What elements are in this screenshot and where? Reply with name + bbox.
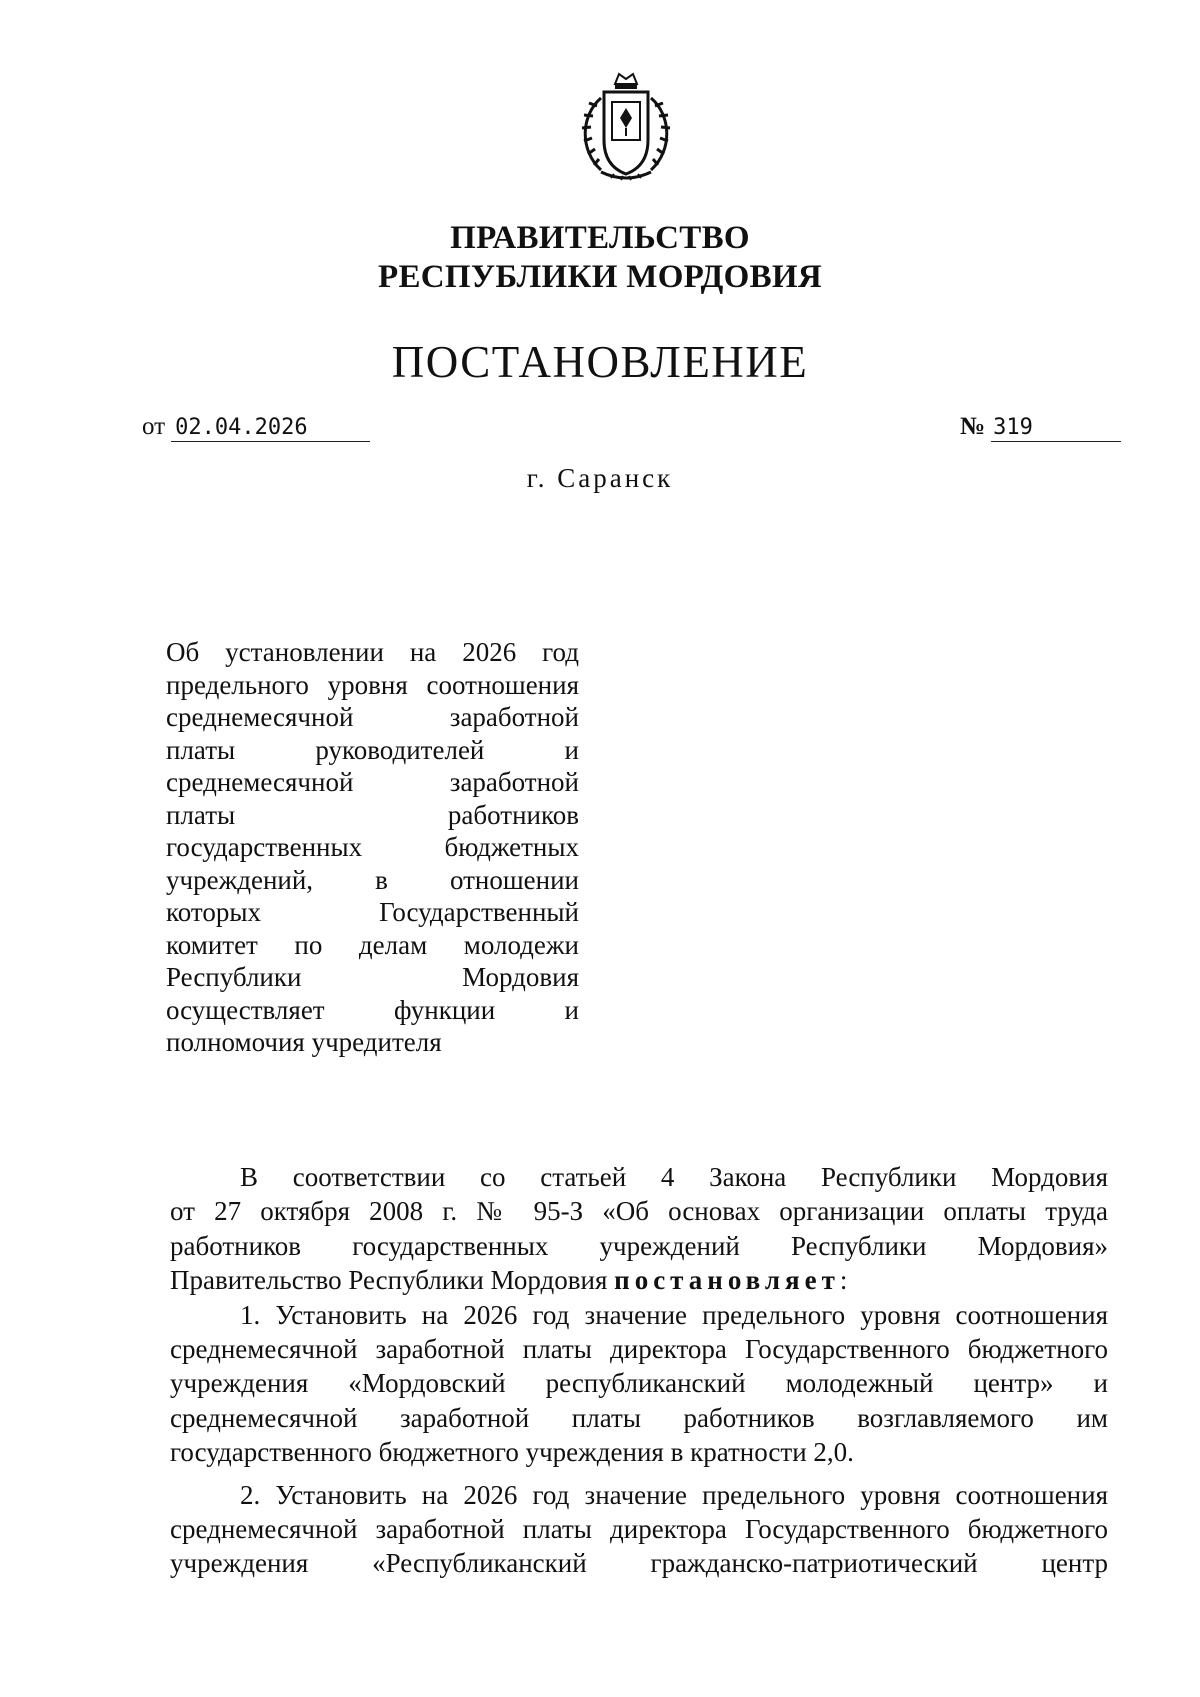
subject-line: среднемесячной заработной <box>166 767 579 797</box>
resolves-colon: : <box>839 1265 848 1296</box>
subject-line: осуществляет функции и <box>166 994 579 1025</box>
resolves-lead-text: Правительство Республики Мордовия <box>170 1265 615 1296</box>
document-subject <box>166 636 579 1059</box>
subject-line: государственных бюджетных <box>166 832 579 862</box>
date-row <box>142 412 370 442</box>
subject-line: Об установлении на 2026 год <box>166 637 579 667</box>
subject-line: Республики Мордовия <box>166 962 579 992</box>
city-line: г. Саранск <box>526 463 674 493</box>
subject-line: среднемесячной заработной <box>166 702 579 732</box>
body-line: государственного бюджетного учреждения в кратности 2,0. <box>170 1437 854 1468</box>
number-prefix: № <box>960 413 986 440</box>
body-line: учреждения «Республиканский гражданско-патриотический центр <box>170 1548 1108 1579</box>
body-line: 1. Установить на 2026 год значение предельного уровня соотношения <box>240 1299 1108 1330</box>
subject-line: которых Государственный <box>166 897 579 927</box>
document-type: ПОСТАНОВЛЕНИЕ <box>391 337 809 387</box>
subject-line: полномочия учредителя <box>166 1027 442 1057</box>
subject-line: платы руководителей и <box>166 734 579 765</box>
government-title-line2: РЕСПУБЛИКИ МОРДОВИЯ <box>377 259 822 295</box>
subject-line: платы работников <box>166 799 579 830</box>
body-line: учреждения «Мордовский республиканский молодежный центр» и <box>170 1368 1108 1399</box>
body-line: 2. Установить на 2026 год значение предельного уровня соотношения <box>240 1479 1108 1510</box>
body-line: среднемесячной заработной платы директора Государственного бюджетного <box>170 1333 1108 1364</box>
government-title-line1: ПРАВИТЕЛЬСТВО <box>450 220 750 256</box>
subject-line: учреждений, в отношении <box>166 864 579 895</box>
body-line: среднемесячной заработной платы работников возглавляемого им <box>170 1402 1108 1433</box>
subject-line: предельного уровня соотношения <box>166 669 579 700</box>
body-line: работников государственных учреждений Республики Мордовия» <box>170 1230 1108 1261</box>
document-number: 319 <box>991 415 1121 442</box>
subject-line: комитет по делам молодежи <box>166 929 579 960</box>
body-line-resolves <box>170 1263 1108 1297</box>
coat-of-arms-emblem <box>571 70 681 188</box>
document-body <box>170 1160 1108 1581</box>
date-prefix: от <box>142 413 166 440</box>
body-line: от 27 октября 2008 г. № 95-З «Об основах организации оплаты труда <box>170 1196 1108 1227</box>
resolves-verb: постановляет <box>614 1265 840 1296</box>
number-row <box>960 412 1121 442</box>
body-line: В соответствии со статьей 4 Закона Республики Мордовия <box>240 1162 1108 1192</box>
body-line: среднемесячной заработной платы директора Государственного бюджетного <box>170 1513 1108 1544</box>
document-date: 02.04.2026 <box>171 415 370 442</box>
